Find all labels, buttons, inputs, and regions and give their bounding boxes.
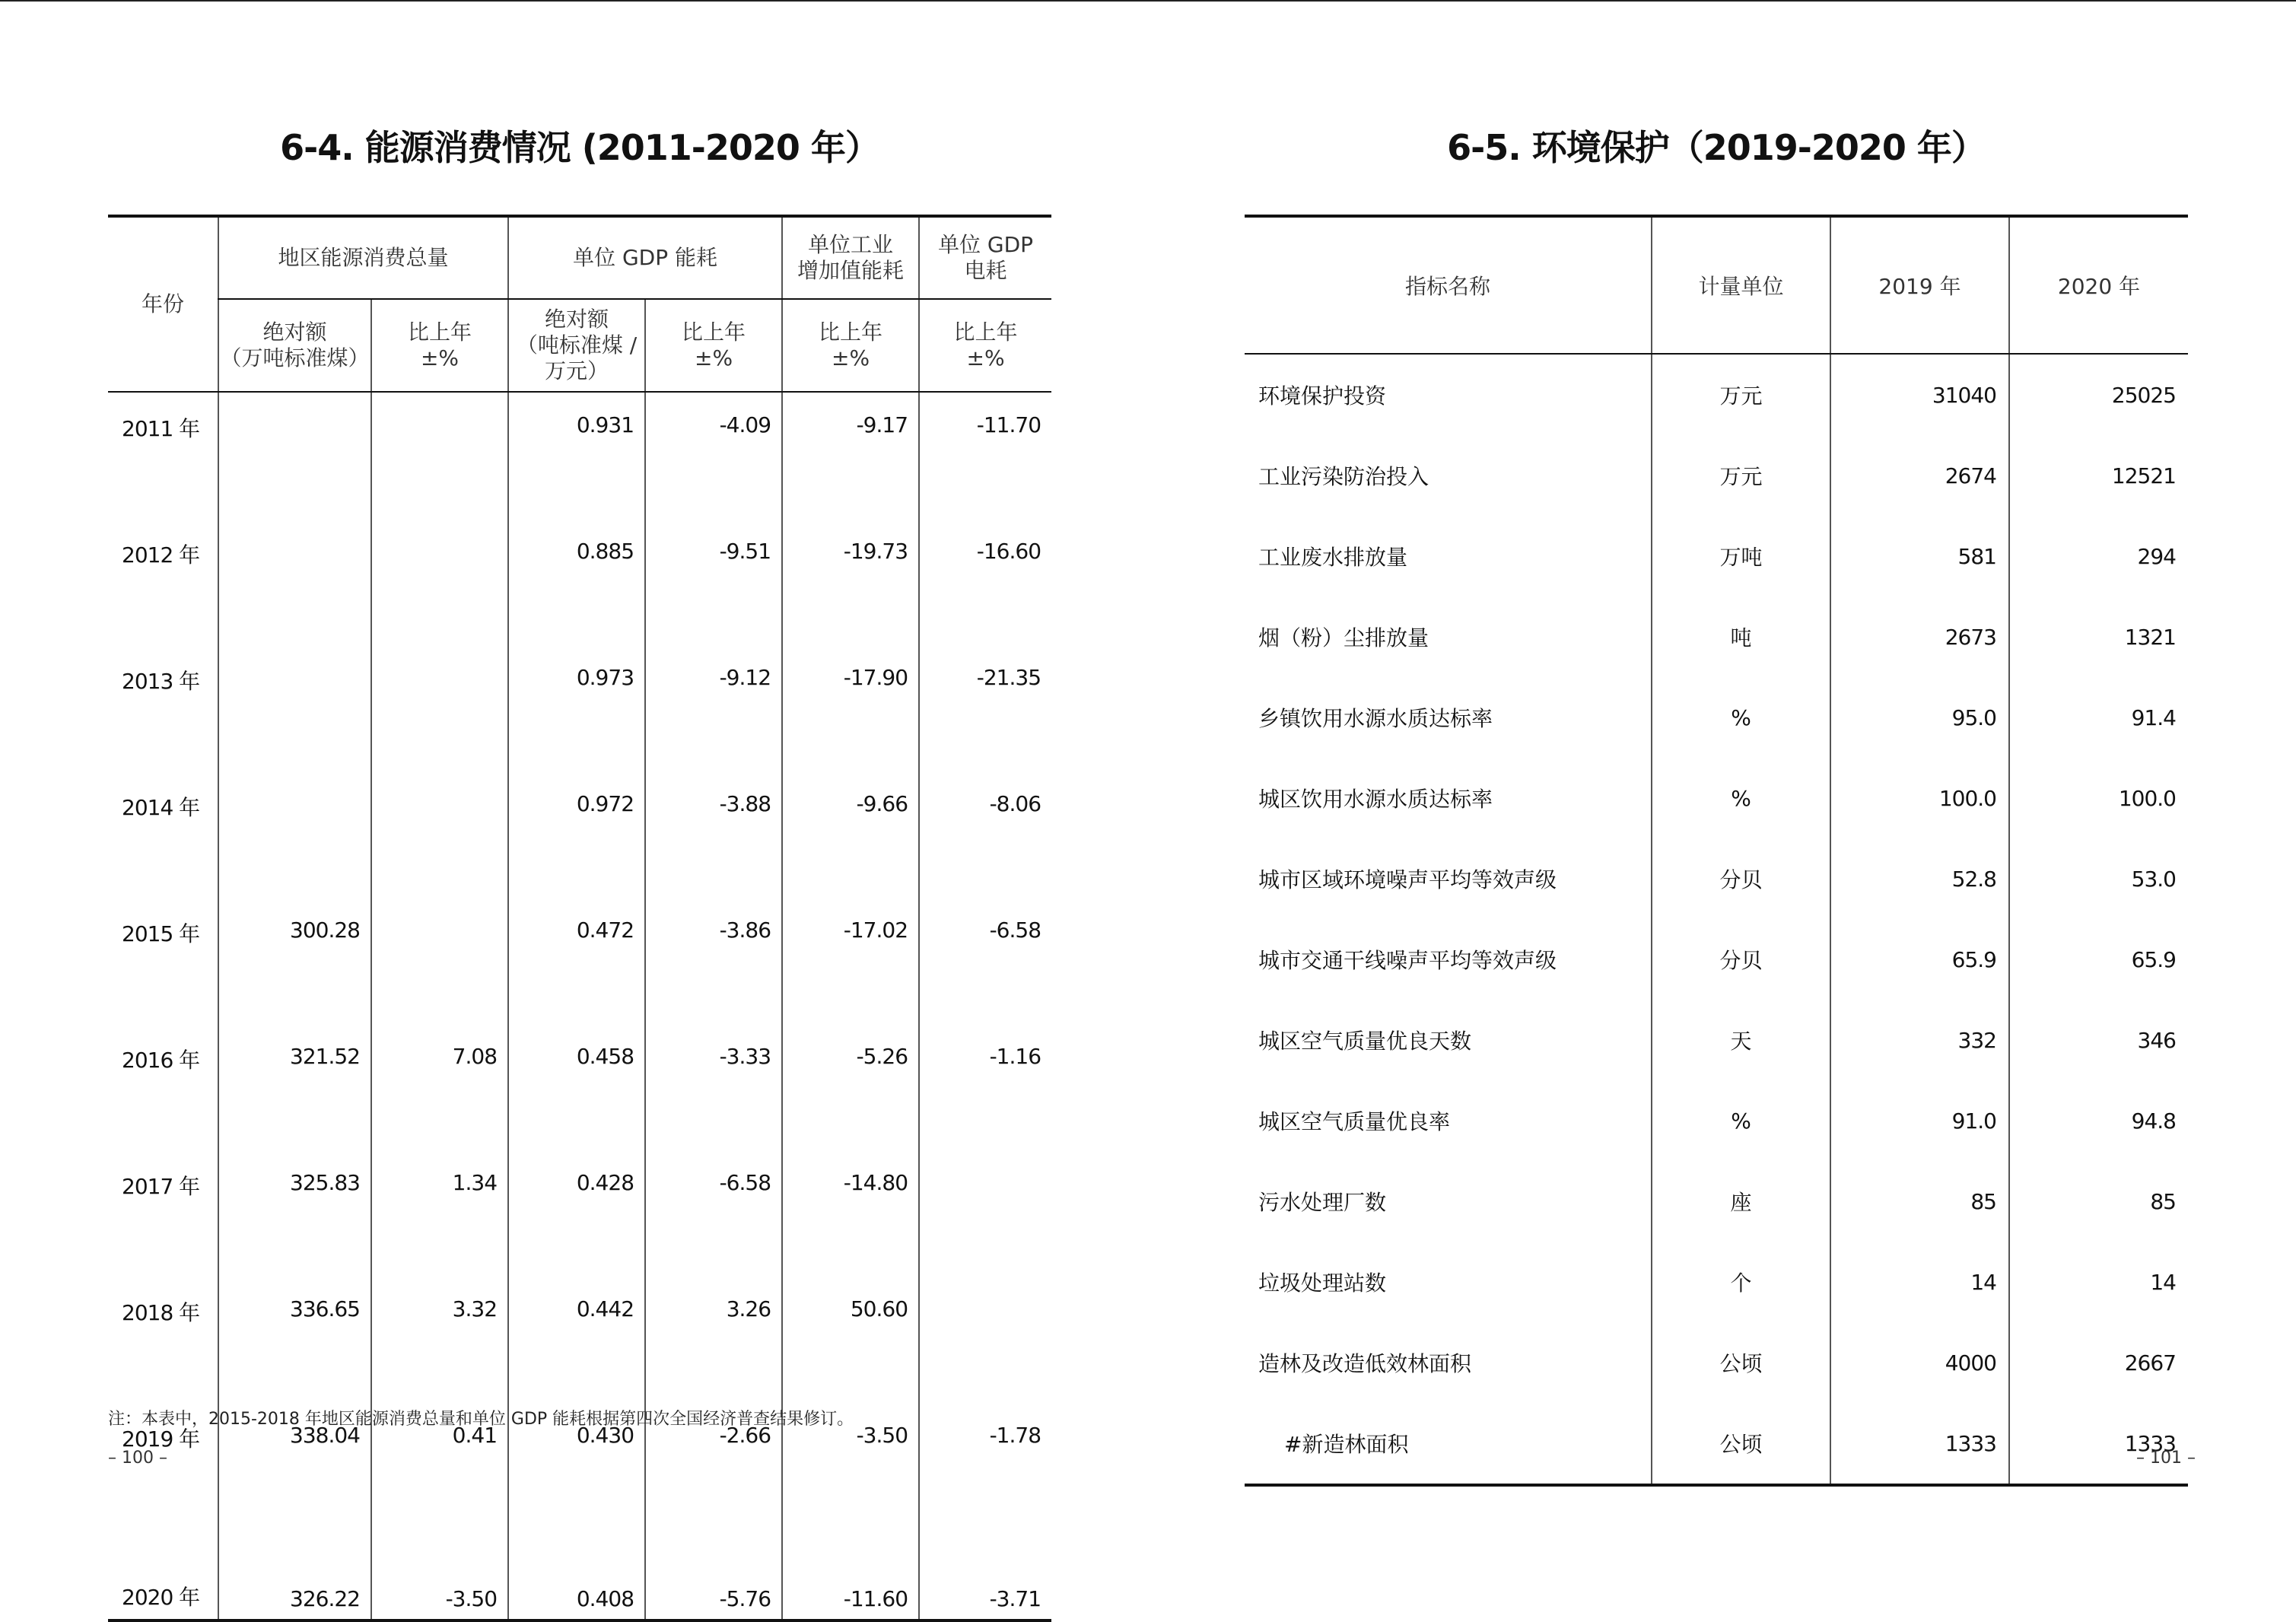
gdp-abs-cell: 0.885 [508,519,645,645]
table-row [1245,1242,2188,1322]
value-2019-cell: 100.0 [1830,758,2009,838]
value-2019-cell: 4000 [1830,1322,2009,1403]
year-cell: 2015 年 [122,921,200,946]
table-row [1245,1080,2188,1161]
header-abs-gdp: 绝对额 （吨标准煤 / 万元） [508,299,645,392]
industrial-pct-cell: -17.02 [782,898,919,1024]
table-row [1245,1000,2188,1080]
unit-cell: 分贝 [1652,838,1830,919]
value-2020-cell: 91.4 [2009,677,2188,758]
unit-cell: 分贝 [1652,919,1830,1000]
total-pct-cell [371,519,508,645]
year-cell: 2019 年 [122,1426,200,1452]
total-abs-cell [218,645,371,771]
industrial-pct-cell: -14.80 [782,1150,919,1277]
indicator-name-cell: 乡镇饮用水源水质达标率 [1258,706,1493,731]
unit-cell: 个 [1652,1242,1830,1322]
gdp-abs-cell: 0.931 [508,392,645,519]
electricity-pct-cell [919,1150,1051,1277]
header-pct-gdp: 比上年 ±% [645,299,782,392]
value-2019-cell: 1333 [1830,1403,2009,1485]
header-gdp-energy: 单位 GDP 能耗 [508,216,782,299]
gdp-pct-cell: -5.76 [645,1529,782,1620]
total-pct-cell [371,771,508,898]
year-cell: 2018 年 [122,1300,200,1325]
indicator-name-cell: 城市区域环境噪声平均等效声级 [1258,867,1557,892]
table-row [1245,1322,2188,1403]
industrial-pct-cell: -17.90 [782,645,919,771]
electricity-pct-cell: -1.78 [919,1403,1051,1529]
indicator-name-cell: 污水处理厂数 [1258,1190,1387,1215]
value-2020-cell: 294 [2009,516,2188,596]
indicator-name-cell: 城区空气质量优良率 [1258,1109,1451,1134]
industrial-pct-cell: -9.66 [782,771,919,898]
indicator-name-cell: 环境保护投资 [1258,383,1387,409]
value-2020-cell: 94.8 [2009,1080,2188,1161]
total-pct-cell: 3.32 [371,1277,508,1403]
year-cell: 2011 年 [122,416,200,441]
gdp-pct-cell: -3.33 [645,1024,782,1150]
page-title-environment: 6-5. 环境保护（2019-2020 年） [1447,127,1986,168]
total-abs-cell [218,392,371,519]
year-cell: 2020 年 [108,1529,218,1620]
industrial-pct-cell: -11.60 [782,1529,919,1620]
header-pct-total: 比上年 ±% [371,299,508,392]
value-2020-cell: 346 [2009,1000,2188,1080]
table-row [108,1150,1051,1277]
indicator-name-cell: 城区空气质量优良天数 [1258,1029,1472,1054]
gdp-abs-cell: 0.428 [508,1150,645,1277]
unit-cell: 吨 [1652,596,1830,677]
header-abs-total: 绝对额 （万吨标准煤） [218,299,371,392]
unit-cell: 万元 [1652,354,1830,435]
total-pct-cell [371,898,508,1024]
unit-cell: % [1652,758,1830,838]
value-2020-cell: 25025 [2009,354,2188,435]
table-row [1245,1403,2188,1485]
total-abs-cell: 321.52 [218,1024,371,1150]
value-2020-cell: 2667 [2009,1322,2188,1403]
gdp-pct-cell: -6.58 [645,1150,782,1277]
indicator-name-cell: 城区饮用水源水质达标率 [1258,787,1493,812]
indicator-name-cell: 垃圾处理站数 [1258,1271,1387,1296]
header-unit: 计量单位 [1652,216,1830,354]
table-row [108,519,1051,645]
electricity-pct-cell: -1.16 [919,1024,1051,1150]
value-2020-cell: 1321 [2009,596,2188,677]
page-number-left: – 100 – [108,1449,167,1468]
indicator-name-cell: 烟（粉）尘排放量 [1258,625,1429,650]
table-row [1245,838,2188,919]
value-2019-cell: 2674 [1830,435,2009,516]
gdp-abs-cell: 0.973 [508,645,645,771]
total-abs-cell: 300.28 [218,898,371,1024]
value-2020-cell: 14 [2009,1242,2188,1322]
table-row [108,645,1051,771]
unit-cell: 座 [1652,1161,1830,1242]
year-cell: 2017 年 [122,1174,200,1199]
page-title-energy: 6-4. 能源消费情况 (2011-2020 年） [280,127,879,168]
table-row [108,392,1051,519]
value-2019-cell: 31040 [1830,354,2009,435]
value-2020-cell: 53.0 [2009,838,2188,919]
gdp-abs-cell: 0.430 [508,1403,645,1529]
total-pct-cell: 1.34 [371,1150,508,1277]
indicator-name-cell: 城市交通干线噪声平均等效声级 [1258,948,1557,973]
unit-cell: 万元 [1652,435,1830,516]
table-row [108,771,1051,898]
industrial-pct-cell: 50.60 [782,1277,919,1403]
gdp-abs-cell: 0.472 [508,898,645,1024]
header-gdp-electricity: 单位 GDP 电耗 [919,216,1051,299]
indicator-name-cell: 工业废水排放量 [1258,545,1408,570]
value-2019-cell: 332 [1830,1000,2009,1080]
gdp-pct-cell: 3.26 [645,1277,782,1403]
top-border-rule [0,0,2296,2]
indicator-name-cell: 造林及改造低效林面积 [1258,1351,1472,1376]
unit-cell: % [1652,677,1830,758]
table-footnote: 注：本表中，2015-2018 年地区能源消费总量和单位 GDP 能耗根据第四次全国经济普查结果修订。 [108,1410,854,1429]
table-row [1245,596,2188,677]
value-2019-cell: 85 [1830,1161,2009,1242]
table-row [108,1024,1051,1150]
value-2019-cell: 95.0 [1830,677,2009,758]
electricity-pct-cell: -8.06 [919,771,1051,898]
electricity-pct-cell: -3.71 [919,1529,1051,1620]
indicator-name-cell: 工业污染防治投入 [1258,464,1429,489]
header-pct-industrial: 比上年 ±% [782,299,919,392]
gdp-pct-cell: -3.88 [645,771,782,898]
electricity-pct-cell: -11.70 [919,392,1051,519]
table-row [1245,919,2188,1000]
table-row [1245,1161,2188,1242]
unit-cell: 天 [1652,1000,1830,1080]
total-abs-cell: 336.65 [218,1277,371,1403]
environment-protection-table [1245,215,2188,1487]
table-row [108,1277,1051,1403]
value-2020-cell: 65.9 [2009,919,2188,1000]
gdp-pct-cell: -9.12 [645,645,782,771]
electricity-pct-cell: -16.60 [919,519,1051,645]
total-pct-cell [371,645,508,771]
gdp-abs-cell: 0.408 [508,1529,645,1620]
page-number-right: – 101 – [2136,1449,2196,1468]
value-2019-cell: 52.8 [1830,838,2009,919]
value-2019-cell: 91.0 [1830,1080,2009,1161]
unit-cell: 万吨 [1652,516,1830,596]
industrial-pct-cell: -5.26 [782,1024,919,1150]
header-pct-electricity: 比上年 ±% [919,299,1051,392]
table-row [1245,354,2188,435]
table-row [108,898,1051,1024]
gdp-abs-cell: 0.972 [508,771,645,898]
header-indicator-name: 指标名称 [1245,216,1652,354]
table-row [1245,758,2188,838]
total-pct-cell: -3.50 [371,1529,508,1620]
header-2020: 2020 年 [2009,216,2188,354]
table-row [1245,516,2188,596]
value-2019-cell: 14 [1830,1242,2009,1322]
electricity-pct-cell [919,1277,1051,1403]
gdp-pct-cell: -9.51 [645,519,782,645]
total-abs-cell: 338.04 [218,1403,371,1529]
header-year: 年份 [108,216,218,392]
header-total-energy: 地区能源消费总量 [218,216,508,299]
header-2019: 2019 年 [1830,216,2009,354]
total-abs-cell: 325.83 [218,1150,371,1277]
indicator-name-cell: #新造林面积 [1245,1403,1652,1485]
table-row [1245,435,2188,516]
value-2019-cell: 2673 [1830,596,2009,677]
total-pct-cell: 0.41 [371,1403,508,1529]
gdp-abs-cell: 0.442 [508,1277,645,1403]
gdp-pct-cell: -4.09 [645,392,782,519]
total-pct-cell [371,392,508,519]
value-2019-cell: 581 [1830,516,2009,596]
value-2020-cell: 100.0 [2009,758,2188,838]
table-row [108,1529,1051,1620]
value-2020-cell: 1333 [2009,1403,2188,1485]
year-cell: 2013 年 [122,669,200,694]
unit-cell: 公顷 [1652,1403,1830,1485]
table-row [1245,677,2188,758]
unit-cell: % [1652,1080,1830,1161]
gdp-abs-cell: 0.458 [508,1024,645,1150]
year-cell: 2014 年 [122,795,200,820]
year-cell: 2012 年 [122,542,200,568]
total-abs-cell [218,771,371,898]
total-abs-cell [218,519,371,645]
gdp-pct-cell: -2.66 [645,1403,782,1529]
industrial-pct-cell: -9.17 [782,392,919,519]
year-cell: 2016 年 [122,1048,200,1073]
electricity-pct-cell: -6.58 [919,898,1051,1024]
value-2019-cell: 65.9 [1830,919,2009,1000]
unit-cell: 公顷 [1652,1322,1830,1403]
industrial-pct-cell: -3.50 [782,1403,919,1529]
industrial-pct-cell: -19.73 [782,519,919,645]
total-abs-cell: 326.22 [218,1529,371,1620]
gdp-pct-cell: -3.86 [645,898,782,1024]
total-pct-cell: 7.08 [371,1024,508,1150]
value-2020-cell: 12521 [2009,435,2188,516]
value-2020-cell: 85 [2009,1161,2188,1242]
header-industrial-energy: 单位工业 增加值能耗 [782,216,919,299]
electricity-pct-cell: -21.35 [919,645,1051,771]
